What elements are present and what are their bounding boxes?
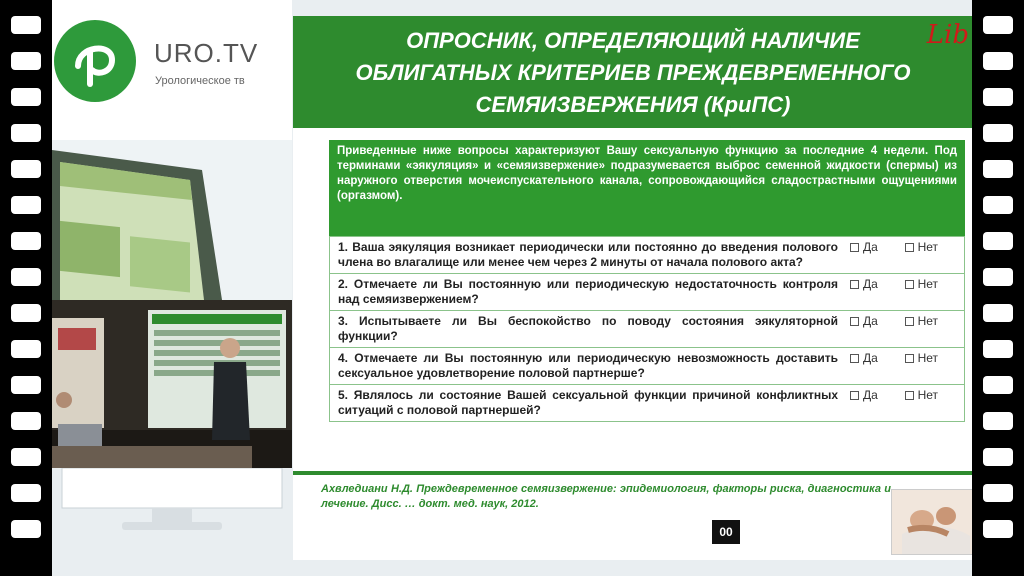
film-perforation — [11, 196, 41, 214]
film-perforation — [11, 484, 41, 502]
question-text: 3. Испытываете ли Вы беспокойство по поводу состояния эякуляторной функции? — [338, 314, 838, 343]
film-perforation — [11, 448, 41, 466]
film-perforation — [983, 520, 1013, 538]
film-perforation — [983, 412, 1013, 430]
film-strip-right — [972, 0, 1024, 576]
answer-yes — [846, 274, 901, 311]
checkbox-icon — [850, 280, 859, 289]
answer-no — [901, 274, 965, 311]
table-row — [330, 348, 965, 385]
answer-yes — [846, 385, 901, 422]
answer-no-label: Нет — [917, 314, 939, 328]
checkbox-icon — [905, 280, 914, 289]
speaker-video-thumbnail — [52, 300, 292, 468]
table-row — [330, 385, 965, 422]
film-perforation — [983, 484, 1013, 502]
film-perforation — [983, 124, 1013, 142]
film-perforation — [983, 448, 1013, 466]
slide-footer-divider — [293, 471, 972, 475]
film-perforation — [11, 304, 41, 322]
film-perforation — [11, 124, 41, 142]
film-perforation — [983, 52, 1013, 70]
film-perforation — [11, 340, 41, 358]
video-stage — [52, 0, 972, 576]
slide-header — [293, 16, 972, 128]
checkbox-icon — [850, 354, 859, 363]
uro-tv-logo-icon — [54, 20, 136, 102]
brand-name: URO.TV — [154, 38, 259, 68]
table-row — [330, 274, 965, 311]
checkbox-icon — [905, 243, 914, 252]
film-perforation — [983, 88, 1013, 106]
film-perforation — [11, 88, 41, 106]
answer-yes-label: Да — [863, 277, 878, 291]
checkbox-icon — [850, 317, 859, 326]
question-text: 4. Отмечаете ли Вы постоянную или периодическую невозможность доставить сексуальное удовлетворение половой партнерше? — [338, 351, 838, 380]
checkbox-icon — [905, 391, 914, 400]
question-text: 1. Ваша эякуляция возникает периодически или постоянно до введения полового члена во влагалище или менее чем через 2 минуты от начала полового акта? — [338, 240, 838, 269]
answer-no-label: Нет — [917, 240, 939, 254]
monitor-icon — [52, 468, 292, 576]
answer-no-label: Нет — [917, 351, 939, 365]
film-perforation — [11, 412, 41, 430]
answer-yes — [846, 237, 901, 274]
answer-no — [901, 385, 965, 422]
answer-no-label: Нет — [917, 277, 939, 291]
film-perforation — [983, 160, 1013, 178]
film-perforation — [11, 160, 41, 178]
film-perforation — [11, 16, 41, 34]
film-perforation — [11, 268, 41, 286]
couple-photo — [891, 489, 972, 555]
answer-yes-label: Да — [863, 240, 878, 254]
answer-yes — [846, 311, 901, 348]
answer-yes — [846, 348, 901, 385]
checkbox-icon — [905, 354, 914, 363]
time-badge: 00 — [712, 520, 740, 544]
checkbox-icon — [905, 317, 914, 326]
slide-title-line-2: ОБЛИГАТНЫХ КРИТЕРИЕВ ПРЕЖДЕВРЕМЕННОГО — [355, 60, 911, 85]
film-perforation — [983, 196, 1013, 214]
table-row — [330, 237, 965, 274]
film-perforation — [11, 52, 41, 70]
answer-yes-label: Да — [863, 351, 878, 365]
film-reel-icon — [52, 140, 292, 300]
answer-no — [901, 311, 965, 348]
film-perforation — [983, 376, 1013, 394]
watermark-logo: Lib — [926, 20, 969, 50]
checkbox-icon — [850, 243, 859, 252]
questionnaire-intro: Приведенные ниже вопросы характеризуют Вашу сексуальную функцию за последние 4 недели. Под терминами «эякуляция» и «семяизвержение» подразумевается выброс семенной жидкости (спермы) из наружного отверстия мочеиспускательного канала, сопровождающийся сладострастными ощущениями (оргазмом). — [329, 140, 965, 236]
film-perforation — [983, 268, 1013, 286]
film-perforation — [11, 376, 41, 394]
answer-no — [901, 237, 965, 274]
film-perforation — [11, 520, 41, 538]
film-perforation — [983, 16, 1013, 34]
questionnaire-table — [329, 236, 965, 422]
checkbox-icon — [850, 391, 859, 400]
question-text: 5. Являлось ли состояние Вашей сексуальной функции причиной конфликтных ситуаций с половой партнершей? — [338, 388, 838, 417]
slide-citation: Ахвледиани Н.Д. Преждевременное семяизвержение: эпидемиология, факторы риска, диагностика и лечение. Дисс. … докт. мед. наук, 2012. — [321, 483, 891, 510]
brand-tagline: Урологическое тв — [155, 75, 245, 87]
question-text: 2. Отмечаете ли Вы постоянную или периодическую недостаточность контроля над семяизвержением? — [338, 277, 838, 306]
answer-yes-label: Да — [863, 388, 878, 402]
table-row — [330, 311, 965, 348]
answer-yes-label: Да — [863, 314, 878, 328]
answer-no — [901, 348, 965, 385]
answer-no-label: Нет — [917, 388, 939, 402]
presentation-slide — [293, 16, 972, 560]
film-strip-left — [0, 0, 52, 576]
film-perforation — [11, 232, 41, 250]
slide-title-line-1: ОПРОСНИК, ОПРЕДЕЛЯЮЩИЙ НАЛИЧИЕ — [406, 28, 860, 53]
film-perforation — [983, 340, 1013, 358]
film-perforation — [983, 232, 1013, 250]
brand-panel — [52, 0, 292, 140]
film-perforation — [983, 304, 1013, 322]
slide-title-line-3: СЕМЯИЗВЕРЖЕНИЯ (КриПС) — [475, 92, 791, 117]
